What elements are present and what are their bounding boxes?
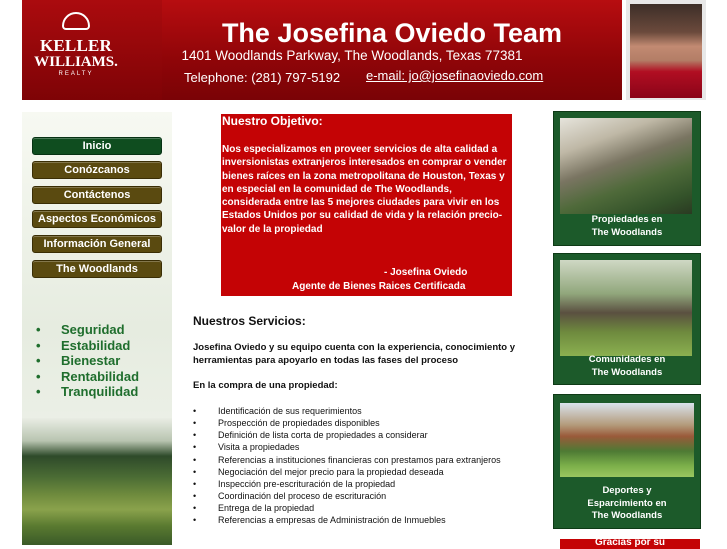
list-item: • Entrega de la propiedad [193,503,315,514]
phone-number: Telephone: (281) 797-5192 [184,70,341,85]
services-title: Nuestros Servicios: [193,314,306,328]
logo-line-2: WILLIAMS. [34,54,118,70]
list-item: • Referencias a instituciones financieras con prestamos para extranjeros [193,454,501,465]
nav-item-conozcanos[interactable]: Conózcanos [32,161,162,179]
list-item: • Inspección pre-escrituración de la propiedad [193,478,396,489]
nav-item-the-woodlands[interactable]: The Woodlands [32,260,162,278]
objective-signature: - Josefina Oviedo [384,267,468,278]
list-item: • Seguridad [36,322,125,337]
objective-title: Nuestro Objetivo: [222,114,323,128]
list-item: • Rentabilidad [36,368,140,384]
logo-line-3: REALTY [58,71,94,77]
sculpture-photo [560,260,692,356]
page-title: The Josefina Oviedo Team [221,18,563,48]
list-item: • Tranquilidad [36,384,139,399]
card-caption: Deportes y Esparcimiento en The Woodlands [587,485,667,521]
objective-text: Nos especializamos en proveer servicios de alta calidad a inversionistas extranjeros interesados en comprar o vender bienes raíces en la zona metropolitana de Houston, Texas y en especial en la comunidad de The Woodlands, considerada entre las 5 mejores ciudades para vivir en los Estados Unidos por su calidad de vida y la relación precio-valor de la propiedad [222,144,507,235]
footer-text: Gracias por su [594,537,666,548]
services-intro: Josefina Oviedo y su equipo cuenta con la experiencia, conocimiento y herramientas para apoyarlo en todas las fases del proceso [193,342,516,366]
nav-item-inicio[interactable]: Inicio [32,137,162,155]
logo-line-1: KELLER [39,36,113,55]
list-item: • Prospección de propiedades disponibles [193,418,380,429]
list-item: • Visita a propiedades [193,442,300,453]
keller-williams-logo[interactable] [22,0,162,100]
list-item: • Definición de lista corta de propiedades a considerar [193,430,428,441]
list-item: • Bienestar [36,353,121,368]
card-comunidades[interactable] [553,253,701,385]
house-photo [560,118,692,214]
nav-item-informacion-general[interactable]: Información General [32,235,162,253]
agent-photo [630,4,702,98]
list-item: • Coordinación del proceso de escrituración [193,491,387,502]
list-item: • Referencias a empresas de Administración de Inmuebles [193,515,446,526]
list-item: • Identificación de sus requerimientos [193,406,362,416]
list-item: • Estabilidad [36,337,131,353]
list-item: • Negociación del mejor precio para la propiedad deseada [193,466,444,477]
services-list [193,405,501,527]
objective-role: Agente de Bienes Raices Certificada [292,281,466,292]
clubhouse-photo [560,403,694,477]
services-subtitle: En la compra de una propiedad: [193,380,338,391]
values-list [36,322,139,400]
card-deportes[interactable] [553,394,701,529]
nav-item-aspectos-economicos[interactable]: Aspectos Económicos [32,210,162,228]
card-caption: Comunidades en The Woodlands [588,354,666,378]
nav-item-contactenos[interactable]: Contáctenos [32,186,162,204]
golf-course-image [22,418,172,545]
keller-williams-mark-icon [62,12,90,30]
card-propiedades[interactable] [553,111,701,246]
card-caption: Propiedades en The Woodlands [591,214,663,238]
office-address: 1401 Woodlands Parkway, The Woodlands, Texas 77381 [181,48,523,63]
email-link[interactable]: e-mail: jo@josefinaoviedo.com [366,68,544,83]
